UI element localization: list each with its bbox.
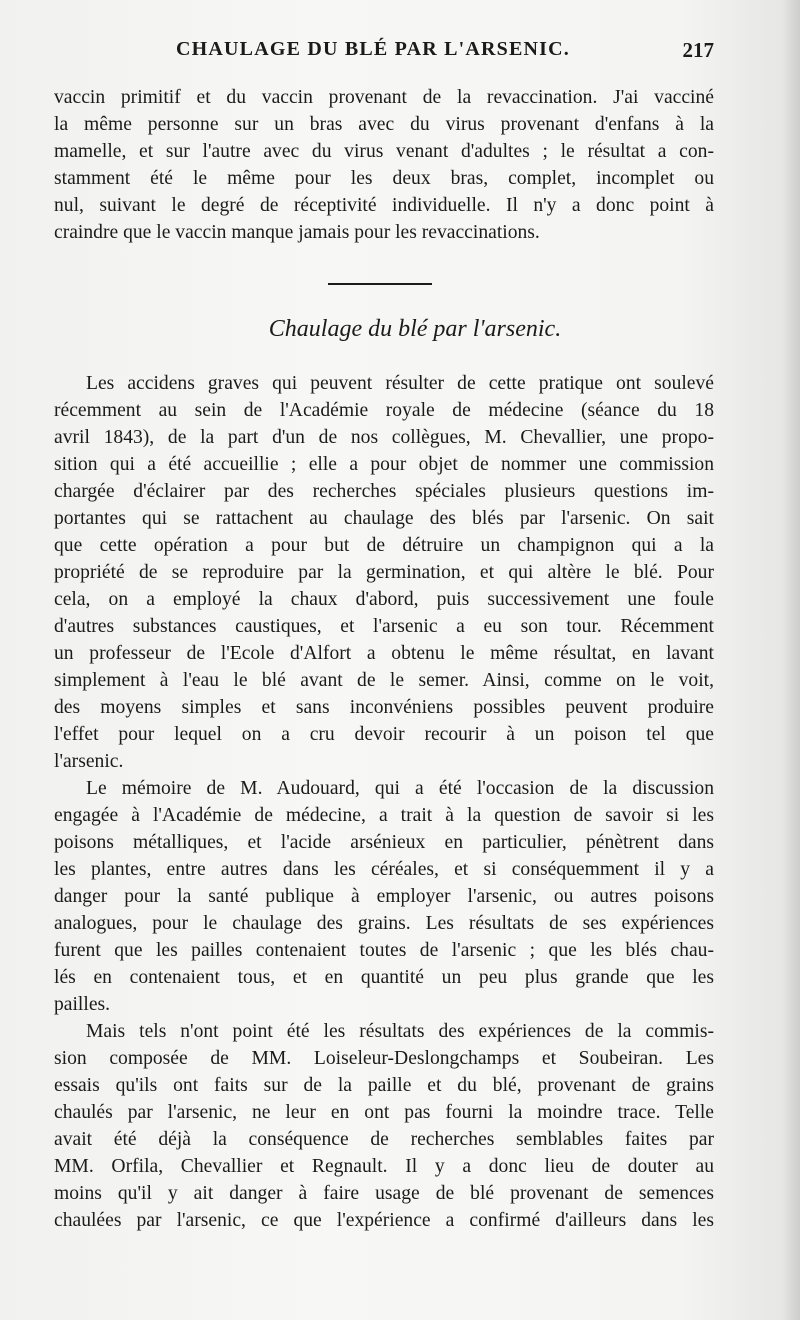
text-line: sition qui a été accueillie ; elle a pour objet de nommer une commission [54, 454, 714, 475]
running-title: CHAULAGE DU BLÉ PAR L'ARSENIC. [176, 38, 571, 60]
text-line: moins qu'il y ait danger à faire usage de blé provenant de semences [54, 1183, 714, 1204]
text-line: les plantes, entre autres dans les céréales, et si conséquemment il y a [54, 859, 714, 880]
text-line: stamment été le même pour les deux bras, complet, incomplet ou [54, 168, 714, 189]
text-line: portantes qui se rattachent au chaulage des blés par l'arsenic. On sait [54, 508, 714, 529]
text-line: d'autres substances caustiques, et l'arsenic a eu son tour. Récemment [54, 616, 714, 637]
text-line: récemment au sein de l'Académie royale de médecine (séance du 18 [54, 400, 714, 421]
text-line: propriété de se reproduire par la germination, et qui altère le blé. Pour [54, 562, 714, 583]
text-line: simplement à l'eau le blé avant de le semer. Ainsi, comme on le voit, [54, 670, 714, 691]
text-line: engagée à l'Académie de médecine, a trait à la question de savoir si les [54, 805, 714, 826]
intro-paragraph [54, 84, 714, 246]
text-line: analogues, pour le chaulage des grains. Les résultats de ses expériences [54, 913, 714, 934]
page-edge-shadow [782, 0, 800, 1320]
text-line: l'arsenic. [54, 751, 124, 772]
text-line: des moyens simples et sans inconvéniens possibles peuvent produire [54, 697, 714, 718]
text-line: poisons métalliques, et l'acide arsénieux en particulier, pénètrent dans [54, 832, 714, 853]
text-line: Mais tels n'ont point été les résultats des expériences de la commis- [86, 1021, 714, 1042]
text-line: vaccin primitif et du vaccin provenant de la revaccination. J'ai vacciné [54, 87, 714, 108]
text-line: la même personne sur un bras avec du virus provenant d'enfans à la [54, 114, 714, 135]
text-line: Le mémoire de M. Audouard, qui a été l'occasion de la discussion [86, 778, 714, 799]
text-line: danger pour la santé publique à employer l'arsenic, ou autres poisons [54, 886, 714, 907]
text-line: craindre que le vaccin manque jamais pour les revaccinations. [54, 222, 540, 243]
text-line: lés en contenaient tous, et en quantité un peu plus grande que les [54, 967, 714, 988]
text-line: avait été déjà la conséquence de recherches semblables faites par [54, 1129, 714, 1150]
text-line: un professeur de l'Ecole d'Alfort a obtenu le même résultat, en lavant [54, 643, 714, 664]
text-line: essais qu'ils ont faits sur de la paille et du blé, provenant de grains [54, 1075, 714, 1096]
page-number: 217 [682, 38, 714, 62]
text-line: cela, on a employé la chaux d'abord, puis successivement une foule [54, 589, 714, 610]
section-body [54, 370, 714, 1234]
text-line: Les accidens graves qui peuvent résulter de cette pratique ont soulevé [86, 373, 714, 394]
text-line: nul, suivant le degré de réceptivité individuelle. Il n'y a donc point à [54, 195, 714, 216]
section-title: Chaulage du blé par l'arsenic. [268, 316, 562, 342]
text-line: mamelle, et sur l'autre avec du virus venant d'adultes ; le résultat a con- [54, 141, 714, 162]
text-line: chaulés par l'arsenic, ne leur en ont pas fourni la moindre trace. Telle [54, 1102, 714, 1123]
text-line: l'effet pour lequel on a cru devoir recourir à un poison tel que [54, 724, 714, 745]
text-line: que cette opération a pour but de détruire un champignon qui a la [54, 535, 714, 556]
text-line: chargée d'éclairer par des recherches spéciales plusieurs questions im- [54, 481, 714, 502]
page-header [176, 38, 714, 70]
text-line: furent que les pailles contenaient toutes de l'arsenic ; que les blés chau- [54, 940, 714, 961]
section-divider [328, 283, 432, 285]
text-line: MM. Orfila, Chevallier et Regnault. Il y a donc lieu de douter au [54, 1156, 714, 1177]
text-line: pailles. [54, 994, 111, 1015]
text-line: chaulées par l'arsenic, ce que l'expérience a confirmé d'ailleurs dans les [54, 1210, 714, 1231]
text-line: sion composée de MM. Loiseleur-Deslongchamps et Soubeiran. Les [54, 1048, 714, 1069]
text-line: avril 1843), de la part d'un de nos collègues, M. Chevallier, une propo- [54, 427, 714, 448]
